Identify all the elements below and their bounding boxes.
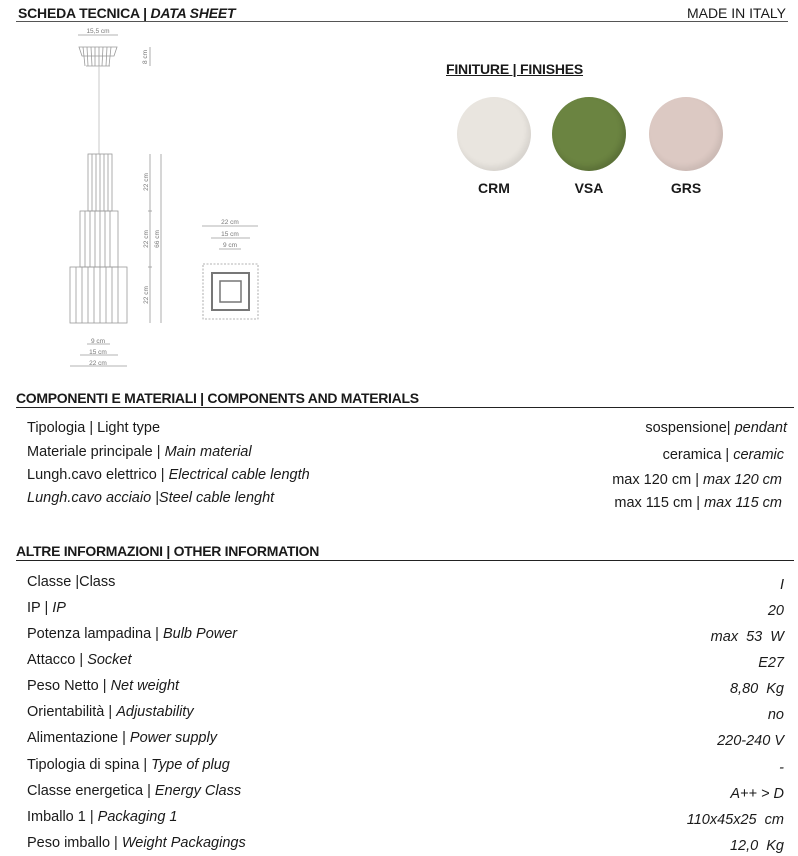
label-it: IP | [27,600,53,616]
label-it: Tipologia di spina | [27,757,152,773]
header-bar [16,4,788,22]
label-it: Tipologia | Light type [27,420,161,436]
spec-row-power-supply [27,730,784,752]
spec-row-main-material [27,444,784,466]
spec-row-class [27,574,784,596]
dim-width-large: 22 cm [89,360,107,367]
spec-row-ip [27,600,784,622]
dim-tier-1-height: 22 cm [143,173,150,191]
spec-row-packaging-weight [27,835,784,856]
value: 12,0 Kg [729,838,784,854]
dim-total-height: 66 cm [154,230,161,248]
value-en: max 120 cm [703,472,782,488]
label-it: Orientabilità | [27,704,117,720]
dim-tier-3-height: 22 cm [143,286,150,304]
value: I [779,577,784,593]
label-it: Classe |Class [27,574,116,590]
value: 110x45x25 cm [686,812,784,828]
dim-width-small: 9 cm [90,338,106,345]
label-en: Lungh.cavo acciaio |Steel cable lenght [27,490,275,506]
label-it: Materiale principale | [27,444,165,460]
finish-swatch-crm[interactable] [457,97,531,171]
label-it: Peso imballo | [27,835,122,851]
spec-row-steel-cable [27,490,784,512]
value-en: ceramic [733,447,784,463]
technical-drawing [0,24,300,374]
made-in-italy-label: MADE IN ITALY [686,5,786,21]
spec-row-plug-type [27,757,784,779]
value: 8,80 Kg [729,681,784,697]
dim-width-mid: 15 cm [89,349,107,356]
dim-tier-2-height: 22 cm [143,230,150,248]
spec-row-socket [27,652,784,674]
value: no [767,707,784,723]
value: 220-240 V [717,733,784,749]
label-en: Socket [87,652,132,668]
document-title [18,5,235,21]
label-it: Peso Netto | [27,678,111,694]
spec-row-energy-class [27,783,784,805]
spec-row-packaging [27,809,784,831]
dim-top-width-mid: 15 cm [221,231,239,238]
value-it: ceramica | [662,447,734,463]
spec-row-adjustability [27,704,784,726]
value-it: sospensione| [645,420,735,436]
finish-swatch-grs[interactable] [649,97,723,171]
value: E27 [758,655,784,671]
value-it: max 120 cm | [612,472,704,488]
value: 20 [767,603,784,619]
finishes-title: FINITURE | FINISHES [446,61,584,77]
finish-swatch-vsa[interactable] [552,97,626,171]
label-it: Classe energetica | [27,783,155,799]
label-it: Imballo 1 | [27,809,98,825]
label-en: Power supply [129,730,217,746]
value-en: pendant [734,420,787,436]
label-en: Energy Class [154,783,242,799]
other-info-section-title: ALTRE INFORMAZIONI | OTHER INFORMATION [16,543,794,561]
label-it: Lungh.cavo elettrico | [27,467,169,483]
value-it: max 115 cm | [614,495,705,511]
label-it: Alimentazione | [27,730,130,746]
value: A++ > D [730,786,784,802]
spec-row-light-type [27,420,787,442]
dim-top-width-small: 9 cm [222,242,238,249]
spec-row-electrical-cable [27,467,784,489]
finish-label-vsa: VSA [574,180,604,196]
label-it: Potenza lampadina | [27,626,163,642]
spec-row-bulb-power [27,626,784,648]
label-en: Bulb Power [162,626,238,642]
dim-canopy-width: 15,5 cm [86,28,110,35]
value: max 53 W [710,629,784,645]
label-en: IP [52,600,66,616]
dim-canopy-height: 8 cm [142,49,149,65]
label-en: Net weight [110,678,180,694]
finish-label-grs: GRS [670,180,702,196]
label-en: Type of plug [151,757,230,773]
value: - [779,760,784,776]
label-en: Electrical cable length [168,467,310,483]
title-italian: SCHEDA TECNICA | [18,5,151,21]
dim-top-width-large: 22 cm [221,219,239,226]
title-english: DATA SHEET [150,5,236,21]
components-section-title: COMPONENTI E MATERIALI | COMPONENTS AND MATERIALS [16,390,794,408]
label-it: Attacco | [27,652,88,668]
label-en: Adjustability [116,704,194,720]
label-en: Weight Packagings [121,835,246,851]
value-en: max 115 cm [704,495,782,511]
spec-row-net-weight [27,678,784,700]
label-en: Main material [164,444,252,460]
finish-label-crm: CRM [478,180,510,196]
label-en: Packaging 1 [97,809,178,825]
